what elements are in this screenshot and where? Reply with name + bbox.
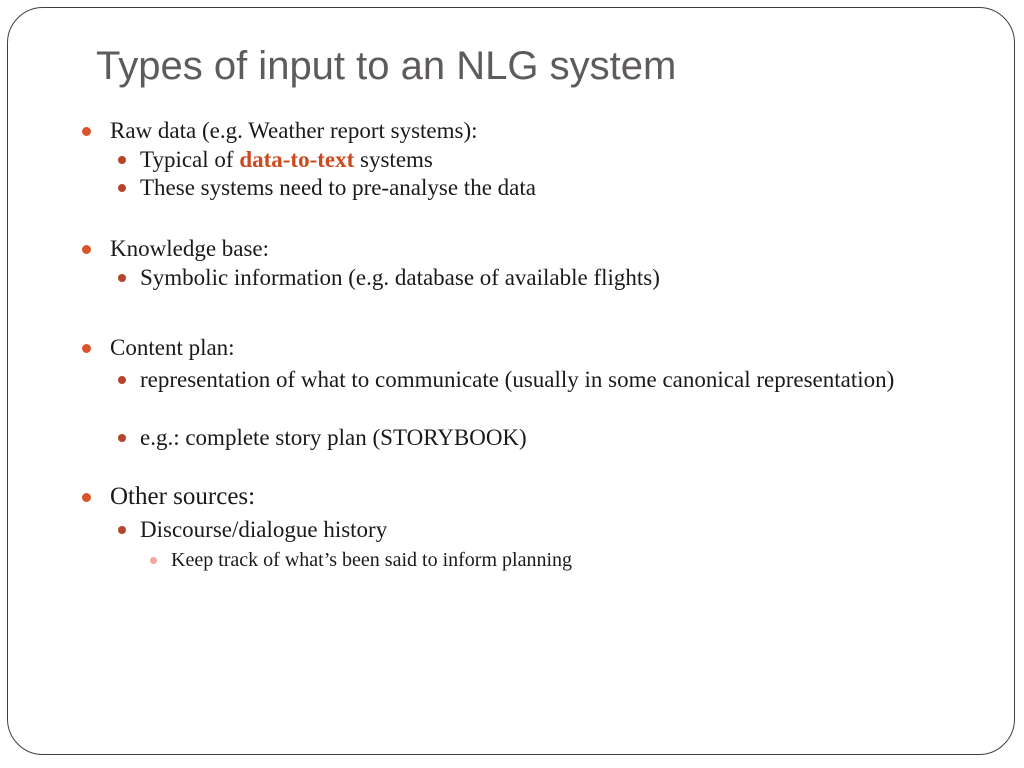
bullet-content-plan: Content plan:	[110, 335, 235, 360]
bullet-representation: representation of what to communicate (usually in some canonical representation)	[140, 367, 895, 392]
bullet-icon	[82, 344, 91, 353]
bullet-pre-analyse: These systems need to pre-analyse the data	[140, 175, 536, 200]
bullet-icon	[150, 557, 157, 564]
bullet-icon	[118, 274, 126, 282]
bullet-raw-data: Raw data (e.g. Weather report systems):	[110, 118, 478, 143]
bullet-knowledge-base: Knowledge base:	[110, 236, 270, 261]
bullet-icon	[82, 245, 91, 254]
bullet-icon	[118, 156, 126, 164]
bullet-other-sources: Other sources:	[110, 483, 256, 510]
bullet-icon	[118, 376, 126, 384]
bullet-typical-of	[140, 147, 433, 173]
bullet-icon	[82, 127, 91, 136]
bullet-icon	[82, 493, 91, 502]
bullet-discourse-history: Discourse/dialogue history	[140, 517, 388, 542]
bullet-keep-track: Keep track of what’s been said to inform planning	[171, 549, 572, 571]
typical-of-suffix: systems	[354, 147, 433, 172]
typical-of-prefix: Typical of	[140, 147, 240, 172]
bullet-icon	[118, 526, 126, 534]
slide-title: Types of input to an NLG system	[96, 44, 677, 88]
bullet-story-plan: e.g.: complete story plan (STORYBOOK)	[140, 425, 527, 450]
bullet-icon	[118, 184, 126, 192]
data-to-text-highlight: data-to-text	[239, 147, 355, 172]
bullet-symbolic-information: Symbolic information (e.g. database of available flights)	[140, 265, 660, 290]
bullet-icon	[118, 434, 126, 442]
